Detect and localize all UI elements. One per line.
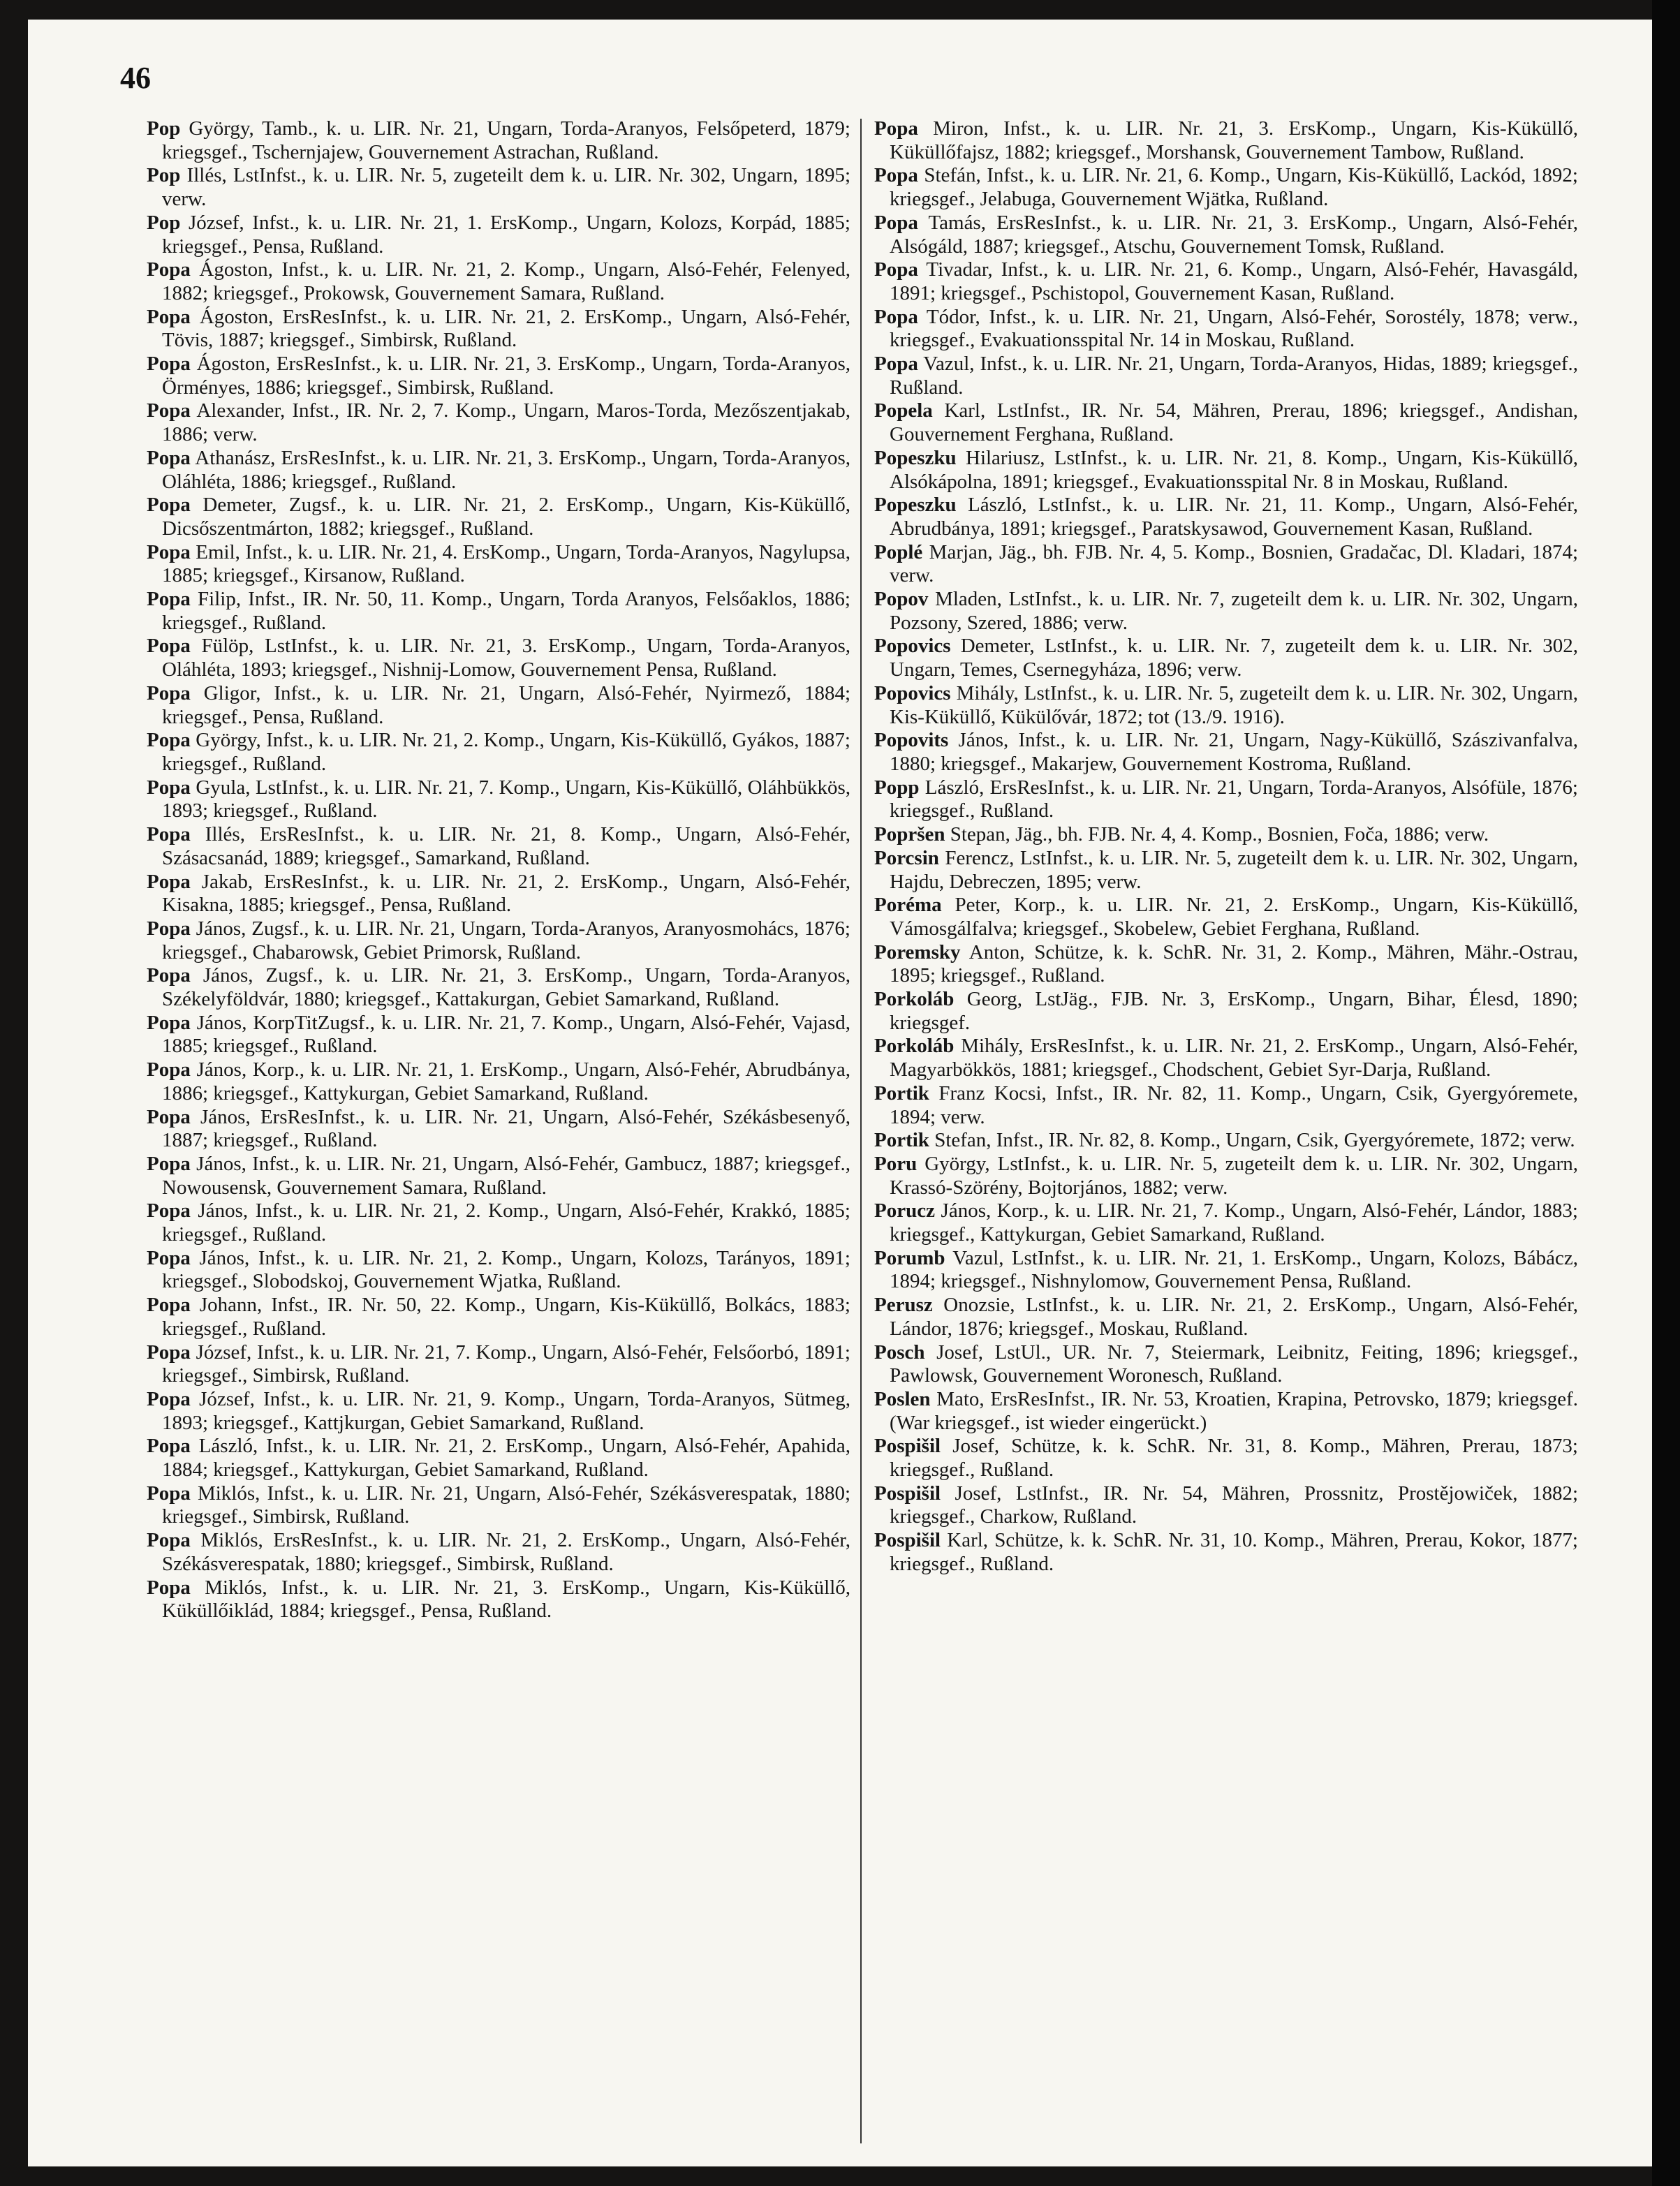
entry-surname: Popovics <box>874 635 951 658</box>
entry-details: György, LstInfst., k. u. LIR. Nr. 5, zugeteilt dem k. u. LIR. Nr. 302, Ungarn, Krassó-Szörény, Bojtorjános, 1882; verw. <box>890 1152 1578 1199</box>
entry-details: Josef, LstInfst., IR. Nr. 54, Mähren, Prossnitz, Prostějowiček, 1882; kriegsgef., Charkow, Rußland. <box>890 1482 1578 1528</box>
entry-details: Vazul, LstInfst., k. u. LIR. Nr. 21, 1. ErsKomp., Ungarn, Kolozs, Bábácz, 1894; kriegsgef., Nishnylomow, Gouvernement Pensa, Rußland. <box>890 1246 1578 1293</box>
entry-details: János, Korp., k. u. LIR. Nr. 21, 1. ErsKomp., Ungarn, Alsó-Fehér, Abrudbánya, 1886; kriegsgef., Kattykurgan, Gebiet Samarkand, Rußland. <box>162 1058 850 1105</box>
entry-surname: Popela <box>874 399 933 422</box>
entry-details: József, Infst., k. u. LIR. Nr. 21, 1. ErsKomp., Ungarn, Kolozs, Korpád, 1885; kriegsgef., Pensa, Rußland. <box>162 211 850 258</box>
entry-details: Peter, Korp., k. u. LIR. Nr. 21, 2. ErsKomp., Ungarn, Kis-Küküllő, Vámosgálfalva; kriegsgef., Skobelew, Gebiet Ferghana, Rußland. <box>890 894 1578 940</box>
entry-surname: Popa <box>147 1246 191 1269</box>
register-entry <box>147 447 850 494</box>
entry-details: Mihály, ErsResInfst., k. u. LIR. Nr. 21, 2. ErsKomp., Ungarn, Alsó-Fehér, Magyarbökkös, 1881; kriegsgef., Chodschent, Gebiet Syr-Darja, Rußland. <box>890 1035 1578 1081</box>
entry-surname: Popa <box>147 681 191 704</box>
entry-surname: Perusz <box>874 1294 933 1317</box>
register-entry <box>147 541 850 588</box>
register-entry <box>874 1482 1578 1529</box>
register-entry <box>874 776 1578 823</box>
entry-details: Miklós, Infst., k. u. LIR. Nr. 21, 3. ErsKomp., Ungarn, Kis-Küküllő, Küküllőiklád, 1884; kriegsgef., Pensa, Rußland. <box>162 1576 850 1623</box>
entry-details: János, Korp., k. u. LIR. Nr. 21, 7. Komp., Ungarn, Alsó-Fehér, Lándor, 1883; kriegsgef., Kattykurgan, Gebiet Samarkand, Rußland. <box>890 1199 1578 1246</box>
entry-surname: Porkoláb <box>874 1035 955 1058</box>
entry-details: Athanász, ErsResInfst., k. u. LIR. Nr. 21, 3. ErsKomp., Ungarn, Torda-Aranyos, Oláhléta, 1886; kriegsgef., Rußland. <box>162 446 850 493</box>
entry-surname: Posch <box>874 1341 925 1364</box>
entry-surname: Popa <box>147 446 191 469</box>
entry-details: Demeter, Zugsf., k. u. LIR. Nr. 21, 2. ErsKomp., Ungarn, Kis-Küküllő, Dicsőszentmárton, 1882; kriegsgef., Rußland. <box>162 494 850 540</box>
register-entry <box>874 682 1578 729</box>
register-entry <box>874 1341 1578 1388</box>
entry-details: Miklós, Infst., k. u. LIR. Nr. 21, Ungarn, Alsó-Fehér, Székásverespatak, 1880; kriegsgef., Simbirsk, Rußland. <box>162 1482 850 1528</box>
entry-details: Stefán, Infst., k. u. LIR. Nr. 21, 6. Komp., Ungarn, Kis-Küküllő, Lackód, 1892; kriegsgef., Jelabuga, Gouvernement Wjätka, Rußland. <box>890 164 1578 211</box>
entry-details: Jakab, ErsResInfst., k. u. LIR. Nr. 21, 2. ErsKomp., Ungarn, Alsó-Fehér, Kisakna, 1885; kriegsgef., Pensa, Rußland. <box>162 870 850 917</box>
entry-surname: Popa <box>147 1482 191 1505</box>
register-entry <box>147 1529 850 1576</box>
entry-surname: Popa <box>147 305 191 328</box>
entry-surname: Popov <box>874 588 929 611</box>
register-entry <box>874 588 1578 635</box>
register-entry <box>147 1435 850 1482</box>
entry-details: János, Infst., k. u. LIR. Nr. 21, 2. Komp., Ungarn, Alsó-Fehér, Krakkó, 1885; kriegsgef., Rußland. <box>162 1199 850 1246</box>
entry-details: Miron, Infst., k. u. LIR. Nr. 21, 3. ErsKomp., Ungarn, Kis-Küküllő, Küküllőfajsz, 1882; kriegsgef., Morshansk, Gouvernement Tambow, Rußland. <box>890 117 1578 163</box>
entry-details: Georg, LstJäg., FJB. Nr. 3, ErsKomp., Ungarn, Bihar, Élesd, 1890; kriegsgef. <box>890 988 1578 1034</box>
entry-details: János, Zugsf., k. u. LIR. Nr. 21, 3. ErsKomp., Ungarn, Torda-Aranyos, Székelyföldvár, 1880; kriegsgef., Kattakurgan, Gebiet Samarkand, Rußland. <box>162 964 850 1011</box>
entry-surname: Popa <box>874 353 918 376</box>
register-entry <box>874 847 1578 894</box>
entry-surname: Pop <box>147 164 181 187</box>
register-entry <box>147 729 850 776</box>
entry-surname: Porucz <box>874 1199 935 1223</box>
register-entry <box>147 871 850 917</box>
register-entry <box>874 1529 1578 1576</box>
left-column <box>147 117 850 1623</box>
entry-details: Ferencz, LstInfst., k. u. LIR. Nr. 5, zugeteilt dem k. u. LIR. Nr. 302, Ungarn, Hajdu, Debreczen, 1895; verw. <box>890 846 1578 893</box>
entry-surname: Popa <box>874 164 918 187</box>
entry-details: János, KorpTitZugsf., k. u. LIR. Nr. 21, 7. Komp., Ungarn, Alsó-Fehér, Vajasd, 1885; kriegsgef., Rußland. <box>162 1011 850 1058</box>
entry-surname: Pospišil <box>874 1482 941 1505</box>
entry-surname: Popa <box>147 1105 191 1128</box>
entry-surname: Popa <box>147 1529 191 1552</box>
register-entry <box>874 1388 1578 1435</box>
register-entry <box>874 1435 1578 1482</box>
entry-surname: Pospišil <box>874 1529 941 1552</box>
register-entry <box>147 1153 850 1199</box>
register-entry <box>147 353 850 399</box>
entry-details: Anton, Schütze, k. k. SchR. Nr. 31, 2. Komp., Mähren, Mähr.-Ostrau, 1895; kriegsgef., Rußland. <box>890 940 1578 987</box>
entry-surname: Popa <box>147 494 191 517</box>
register-entry <box>147 635 850 681</box>
register-entry <box>874 941 1578 988</box>
register-entry <box>147 588 850 635</box>
register-entry <box>874 635 1578 681</box>
entry-surname: Popa <box>147 776 191 799</box>
entry-surname: Portik <box>874 1081 929 1105</box>
register-entry <box>147 494 850 540</box>
entry-details: József, Infst., k. u. LIR. Nr. 21, 9. Komp., Ungarn, Torda-Aranyos, Sütmeg, 1893; kriegsgef., Kattjkurgan, Gebiet Samarkand, Rußland. <box>162 1387 850 1434</box>
entry-surname: Popa <box>147 258 191 281</box>
right-column <box>874 117 1578 1576</box>
entry-surname: Popa <box>147 870 191 893</box>
entry-details: János, Infst., k. u. LIR. Nr. 21, Ungarn, Alsó-Fehér, Gambucz, 1887; kriegsgef., Nowousensk, Gouvernement Samara, Rußland. <box>162 1152 850 1199</box>
register-entry <box>147 823 850 870</box>
entry-surname: Popp <box>874 776 920 799</box>
register-entry <box>874 988 1578 1035</box>
entry-details: Josef, LstUl., UR. Nr. 7, Steiermark, Leibnitz, Feiting, 1896; kriegsgef., Pawlowsk, Gouvernement Woronesch, Rußland. <box>890 1341 1578 1387</box>
entry-surname: Popa <box>874 211 918 234</box>
entry-surname: Porkoláb <box>874 988 955 1011</box>
register-entry <box>874 1035 1578 1081</box>
entry-surname: Popa <box>147 635 191 658</box>
register-entry <box>147 1199 850 1246</box>
entry-surname: Popa <box>147 1199 191 1223</box>
scan-border <box>1652 0 1680 2186</box>
entry-surname: Popa <box>147 399 191 422</box>
register-entry <box>874 1082 1578 1129</box>
entry-details: Illés, ErsResInfst., k. u. LIR. Nr. 21, 8. Komp., Ungarn, Alsó-Fehér, Szásacsanád, 1889; kriegsgef., Samarkand, Rußland. <box>162 823 850 869</box>
entry-surname: Popeszku <box>874 494 957 517</box>
register-entry <box>147 1294 850 1341</box>
entry-surname: Popa <box>147 1058 191 1081</box>
register-entry <box>874 399 1578 446</box>
register-entry <box>874 212 1578 258</box>
entry-surname: Porcsin <box>874 846 939 869</box>
entry-details: Illés, LstInfst., k. u. LIR. Nr. 5, zugeteilt dem k. u. LIR. Nr. 302, Ungarn, 1895; verw. <box>162 164 850 211</box>
entry-details: Alexander, Infst., IR. Nr. 2, 7. Komp., Ungarn, Maros-Torda, Mezőszentjakab, 1886; verw. <box>162 399 850 446</box>
entry-details: János, ErsResInfst., k. u. LIR. Nr. 21, Ungarn, Alsó-Fehér, Székásbesenyő, 1887; kriegsgef., Rußland. <box>162 1105 850 1152</box>
register-entry <box>147 1388 850 1435</box>
entry-surname: Poplé <box>874 540 923 563</box>
register-entry <box>874 541 1578 588</box>
entry-details: Johann, Infst., IR. Nr. 50, 22. Komp., Ungarn, Kis-Küküllő, Bolkács, 1883; kriegsgef., Rußland. <box>162 1294 850 1340</box>
entry-details: Mladen, LstInfst., k. u. LIR. Nr. 7, zugeteilt dem k. u. LIR. Nr. 302, Ungarn, Pozsony, Szered, 1886; verw. <box>890 588 1578 634</box>
entry-surname: Popovics <box>874 681 951 704</box>
entry-surname: Pospišil <box>874 1435 941 1458</box>
entry-details: Filip, Infst., IR. Nr. 50, 11. Komp., Ungarn, Torda Aranyos, Felsőaklos, 1886; kriegsgef., Rußland. <box>162 588 850 634</box>
entry-details: Miklós, ErsResInfst., k. u. LIR. Nr. 21, 2. ErsKomp., Ungarn, Alsó-Fehér, Székásverespatak, 1880; kriegsgef., Simbirsk, Rußland. <box>162 1529 850 1575</box>
entry-surname: Popovits <box>874 729 949 752</box>
entry-surname: Popa <box>874 258 918 281</box>
register-entry <box>147 1482 850 1529</box>
entry-details: Franz Kocsi, Infst., IR. Nr. 82, 11. Komp., Ungarn, Csik, Gyergyóremete, 1894; verw. <box>890 1081 1578 1128</box>
entry-surname: Popa <box>874 305 918 328</box>
entry-surname: Popa <box>147 1387 191 1410</box>
register-entry <box>147 399 850 446</box>
entry-surname: Popa <box>147 917 191 940</box>
entry-surname: Popa <box>147 353 191 376</box>
entry-surname: Popa <box>147 588 191 611</box>
entry-details: György, Tamb., k. u. LIR. Nr. 21, Ungarn, Torda-Aranyos, Felsőpeterd, 1879; kriegsgef., Tschernjajew, Gouvernement Astrachan, Rußland. <box>162 117 850 163</box>
register-entry <box>874 729 1578 776</box>
entry-details: Ágoston, ErsResInfst., k. u. LIR. Nr. 21, 2. ErsKomp., Ungarn, Alsó-Fehér, Tövis, 1887; kriegsgef., Simbirsk, Rußland. <box>162 305 850 352</box>
register-entry <box>874 494 1578 540</box>
entry-details: János, Infst., k. u. LIR. Nr. 21, 2. Komp., Ungarn, Kolozs, Tarányos, 1891; kriegsgef., Slobodskoj, Gouvernement Wjatka, Rußland. <box>162 1246 850 1293</box>
entry-surname: Popa <box>874 117 918 140</box>
register-entry <box>147 964 850 1011</box>
entry-details: Stepan, Jäg., bh. FJB. Nr. 4, 4. Komp., Bosnien, Foča, 1886; verw. <box>945 823 1489 846</box>
register-entry <box>147 306 850 353</box>
entry-details: János, Infst., k. u. LIR. Nr. 21, Ungarn, Nagy-Küküllő, Szászivanfalva, 1880; kriegsgef., Makarjew, Gouvernement Kostroma, Rußland. <box>890 729 1578 775</box>
entry-surname: Porumb <box>874 1246 945 1269</box>
entry-surname: Popa <box>147 1435 191 1458</box>
entry-details: Ágoston, ErsResInfst., k. u. LIR. Nr. 21, 3. ErsKomp., Ungarn, Torda-Aranyos, Örményes, 1886; kriegsgef., Simbirsk, Rußland. <box>162 353 850 399</box>
entry-surname: Poréma <box>874 894 942 917</box>
register-entry <box>874 164 1578 211</box>
entry-details: Emil, Infst., k. u. LIR. Nr. 21, 4. ErsKomp., Ungarn, Torda-Aranyos, Nagylupsa, 1885; kriegsgef., Kirsanow, Rußland. <box>162 540 850 587</box>
entry-surname: Pop <box>147 117 181 140</box>
entry-details: Vazul, Infst., k. u. LIR. Nr. 21, Ungarn, Torda-Aranyos, Hidas, 1889; kriegsgef., Rußland. <box>890 353 1578 399</box>
register-entry <box>147 117 850 164</box>
register-entry <box>874 258 1578 305</box>
entry-details: László, ErsResInfst., k. u. LIR. Nr. 21, Ungarn, Torda-Aranyos, Alsófüle, 1876; kriegsgef., Rußland. <box>890 776 1578 822</box>
register-entry <box>147 1058 850 1105</box>
register-entry <box>874 823 1578 847</box>
entry-surname: Popa <box>147 729 191 752</box>
entry-surname: Poru <box>874 1152 918 1175</box>
entry-surname: Popa <box>147 964 191 987</box>
entry-details: László, Infst., k. u. LIR. Nr. 21, 2. ErsKomp., Ungarn, Alsó-Fehér, Apahida, 1884; kriegsgef., Kattykurgan, Gebiet Samarkand, Rußland. <box>162 1435 850 1482</box>
page-number: 46 <box>120 61 151 95</box>
register-entry <box>874 306 1578 353</box>
entry-details: Tivadar, Infst., k. u. LIR. Nr. 21, 6. Komp., Ungarn, Alsó-Fehér, Havasgáld, 1891; kriegsgef., Pschistopol, Gouvernement Kasan, Rußland. <box>890 258 1578 304</box>
entry-surname: Popa <box>147 1011 191 1034</box>
entry-surname: Popa <box>147 540 191 563</box>
entry-details: Gyula, LstInfst., k. u. LIR. Nr. 21, 7. Komp., Ungarn, Kis-Küküllő, Oláhbükkös, 1893; kriegsgef., Rußland. <box>162 776 850 822</box>
register-entry <box>147 1106 850 1153</box>
entry-surname: Popa <box>147 823 191 846</box>
register-entry <box>147 1012 850 1058</box>
entry-surname: Popeszku <box>874 446 957 469</box>
register-entry <box>147 212 850 258</box>
register-entry <box>147 1341 850 1388</box>
register-entry <box>147 1576 850 1623</box>
entry-details: Gligor, Infst., k. u. LIR. Nr. 21, Ungarn, Alsó-Fehér, Nyirmező, 1884; kriegsgef., Pensa, Rußland. <box>162 681 850 728</box>
entry-details: Mato, ErsResInfst., IR. Nr. 53, Kroatien, Krapina, Petrovsko, 1879; kriegsgef. (War kriegsgef., ist wieder eingerückt.) <box>890 1387 1578 1434</box>
register-entry <box>874 1199 1578 1246</box>
register-entry <box>874 1294 1578 1341</box>
entry-details: Ágoston, Infst., k. u. LIR. Nr. 21, 2. Komp., Ungarn, Alsó-Fehér, Felenyed, 1882; kriegsgef., Prokowsk, Gouvernement Samara, Rußland. <box>162 258 850 304</box>
entry-details: Karl, LstInfst., IR. Nr. 54, Mähren, Prerau, 1896; kriegsgef., Andishan, Gouvernement Ferghana, Rußland. <box>890 399 1578 446</box>
register-entry <box>874 447 1578 494</box>
register-entry <box>874 1153 1578 1199</box>
entry-details: György, Infst., k. u. LIR. Nr. 21, 2. Komp., Ungarn, Kis-Küküllő, Gyákos, 1887; kriegsgef., Rußland. <box>162 729 850 775</box>
entry-details: Onozsie, LstInfst., k. u. LIR. Nr. 21, 2. ErsKomp., Ungarn, Alsó-Fehér, Lándor, 1876; kriegsgef., Moskau, Rußland. <box>890 1294 1578 1340</box>
entry-details: János, Zugsf., k. u. LIR. Nr. 21, Ungarn, Torda-Aranyos, Aranyosmohács, 1876; kriegsgef., Chabarowsk, Gebiet Primorsk, Rußland. <box>162 917 850 963</box>
register-entry <box>147 1247 850 1294</box>
entry-details: Mihály, LstInfst., k. u. LIR. Nr. 5, zugeteilt dem k. u. LIR. Nr. 302, Ungarn, Kis-Küküllő, Kükülővár, 1872; tot (13./9. 1916). <box>890 681 1578 728</box>
entry-surname: Portik <box>874 1129 929 1152</box>
register-entry <box>147 258 850 305</box>
register-entry <box>874 894 1578 940</box>
register-entry <box>874 117 1578 164</box>
register-entry <box>147 164 850 211</box>
register-entry <box>147 917 850 964</box>
column-divider <box>860 119 862 2143</box>
entry-surname: Popa <box>147 1341 191 1364</box>
entry-details: Demeter, LstInfst., k. u. LIR. Nr. 7, zugeteilt dem k. u. LIR. Nr. 302, Ungarn, Temes, Csernegyháza, 1896; verw. <box>890 635 1578 681</box>
entry-details: Tamás, ErsResInfst., k. u. LIR. Nr. 21, 3. ErsKomp., Ungarn, Alsó-Fehér, Alsógáld, 1887; kriegsgef., Atschu, Gouvernement Tomsk, Rußland. <box>890 211 1578 258</box>
entry-surname: Popa <box>147 1294 191 1317</box>
entry-details: Hilariusz, LstInfst., k. u. LIR. Nr. 21, 8. Komp., Ungarn, Kis-Küküllő, Alsókápolna, 1891; kriegsgef., Evakuationsspital Nr. 8 in Moskau, Rußland. <box>890 446 1578 493</box>
entry-surname: Pop <box>147 211 181 234</box>
entry-surname: Poslen <box>874 1387 931 1410</box>
entry-details: László, LstInfst., k. u. LIR. Nr. 21, 11. Komp., Ungarn, Alsó-Fehér, Abrudbánya, 1891; kriegsgef., Paratskysawod, Gouvernement Kasan, Rußland. <box>890 494 1578 540</box>
entry-surname: Popa <box>147 1576 191 1599</box>
entry-details: Josef, Schütze, k. k. SchR. Nr. 31, 8. Komp., Mähren, Prerau, 1873; kriegsgef., Rußland. <box>890 1435 1578 1482</box>
register-entry <box>874 353 1578 399</box>
entry-surname: Popršen <box>874 823 945 846</box>
entry-details: Karl, Schütze, k. k. SchR. Nr. 31, 10. Komp., Mähren, Prerau, Kokor, 1877; kriegsgef., Rußland. <box>890 1529 1578 1575</box>
entry-details: Fülöp, LstInfst., k. u. LIR. Nr. 21, 3. ErsKomp., Ungarn, Torda-Aranyos, Oláhléta, 1893; kriegsgef., Nishnij-Lomow, Gouvernement Pensa, Rußland. <box>162 635 850 681</box>
entry-details: Tódor, Infst., k. u. LIR. Nr. 21, Ungarn, Alsó-Fehér, Sorostély, 1878; verw., kriegsgef., Evakuationsspital Nr. 14 in Moskau, Rußland. <box>890 305 1578 352</box>
entry-details: József, Infst., k. u. LIR. Nr. 21, 7. Komp., Ungarn, Alsó-Fehér, Felsőorbó, 1891; kriegsgef., Simbirsk, Rußland. <box>162 1341 850 1387</box>
entry-surname: Poremsky <box>874 940 961 963</box>
register-entry <box>874 1129 1578 1153</box>
entry-surname: Popa <box>147 1152 191 1175</box>
register-entry <box>874 1247 1578 1294</box>
entry-details: Stefan, Infst., IR. Nr. 82, 8. Komp., Ungarn, Csik, Gyergyóremete, 1872; verw. <box>929 1129 1575 1152</box>
register-entry <box>147 682 850 729</box>
register-entry <box>147 776 850 823</box>
entry-details: Marjan, Jäg., bh. FJB. Nr. 4, 5. Komp., Bosnien, Gradačac, Dl. Kladari, 1874; verw. <box>890 540 1578 587</box>
